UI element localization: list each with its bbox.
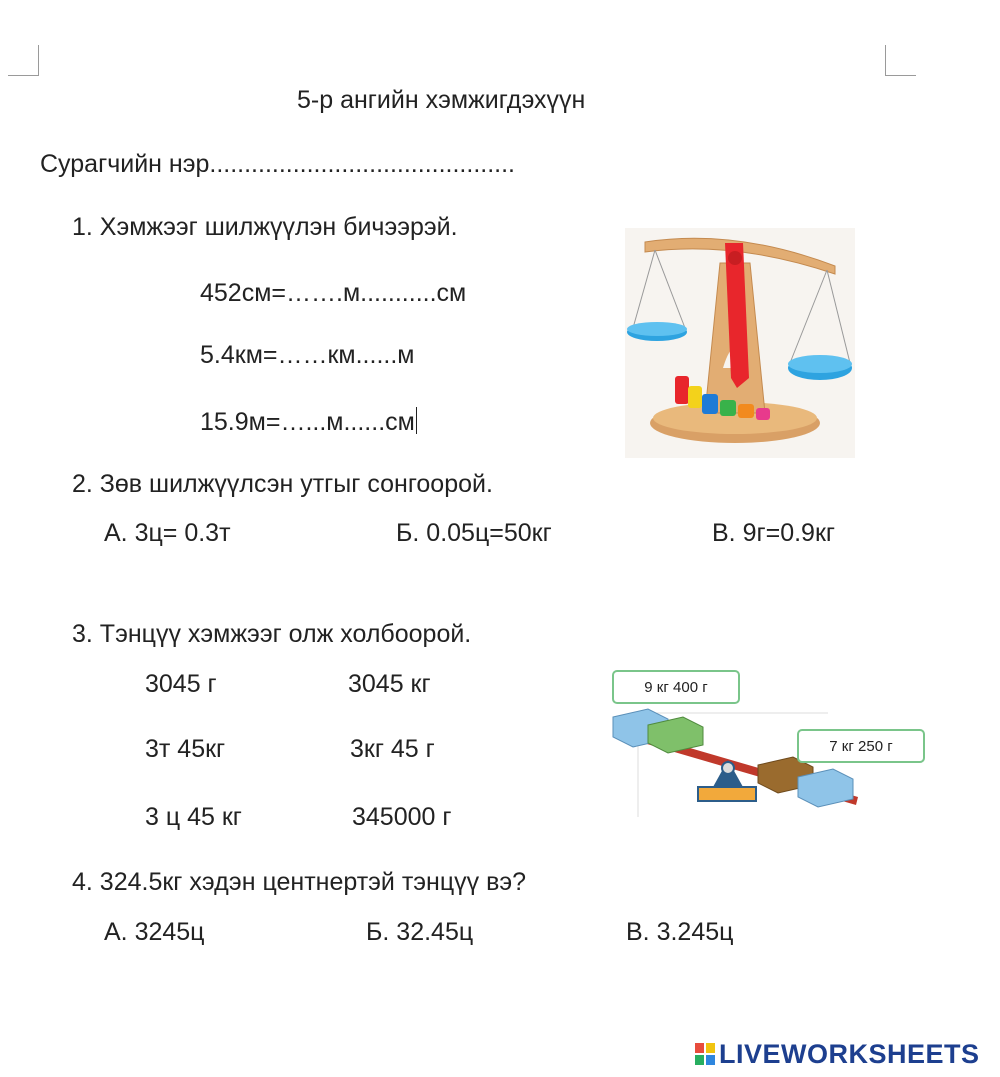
q3-right-2[interactable]: 3кг 45 г — [350, 735, 435, 763]
q3-right-1[interactable]: 3045 кг — [348, 670, 431, 698]
seesaw-label-left: 9 кг 400 г — [612, 670, 740, 704]
liveworksheets-logo-icon — [695, 1043, 715, 1065]
liveworksheets-logo[interactable] — [695, 1040, 980, 1068]
q2-option-b[interactable]: Б. 0.05ц=50кг — [396, 519, 552, 547]
q1-heading: 1. Хэмжээг шилжүүлэн бичээрэй. — [72, 213, 458, 241]
q3-heading: 3. Тэнцүү хэмжээг олж холбоорой. — [72, 620, 472, 648]
student-name-line[interactable]: Сурагчийн нэр............................................ — [40, 150, 515, 178]
q1-line-3[interactable]: 15.9м=…...м......см — [200, 407, 417, 435]
q4-option-c[interactable]: В. 3.245ц — [626, 918, 734, 946]
q3-right-3[interactable]: 345000 г — [352, 803, 452, 831]
q4-option-b[interactable]: Б. 32.45ц — [366, 918, 474, 946]
q1-line-2[interactable]: 5.4км=……км......м — [200, 341, 415, 369]
seesaw-label-right: 7 кг 250 г — [797, 729, 925, 763]
q4-heading: 4. 324.5кг хэдэн центнертэй тэнцүү вэ? — [72, 868, 527, 896]
q2-heading: 2. Зөв шилжүүлсэн утгыг сонгоорой. — [72, 470, 493, 498]
worksheet-title: 5-р ангийн хэмжигдэхүүн — [297, 86, 586, 114]
q3-left-3[interactable]: 3 ц 45 кг — [145, 803, 242, 831]
balance-scale-image — [625, 228, 855, 458]
q3-left-2[interactable]: 3т 45кг — [145, 735, 226, 763]
text-cursor — [416, 407, 418, 434]
q1-line-1[interactable]: 452см=…….м...........см — [200, 279, 467, 307]
q2-option-a[interactable]: А. 3ц= 0.3т — [104, 519, 231, 547]
crop-mark-left — [8, 45, 39, 76]
q2-option-c[interactable]: В. 9г=0.9кг — [712, 519, 835, 547]
q4-option-a[interactable]: А. 3245ц — [104, 918, 205, 946]
q3-left-1[interactable]: 3045 г — [145, 670, 217, 698]
crop-mark-right — [885, 45, 916, 76]
liveworksheets-logo-text: LIVEWORKSHEETS — [719, 1038, 980, 1069]
